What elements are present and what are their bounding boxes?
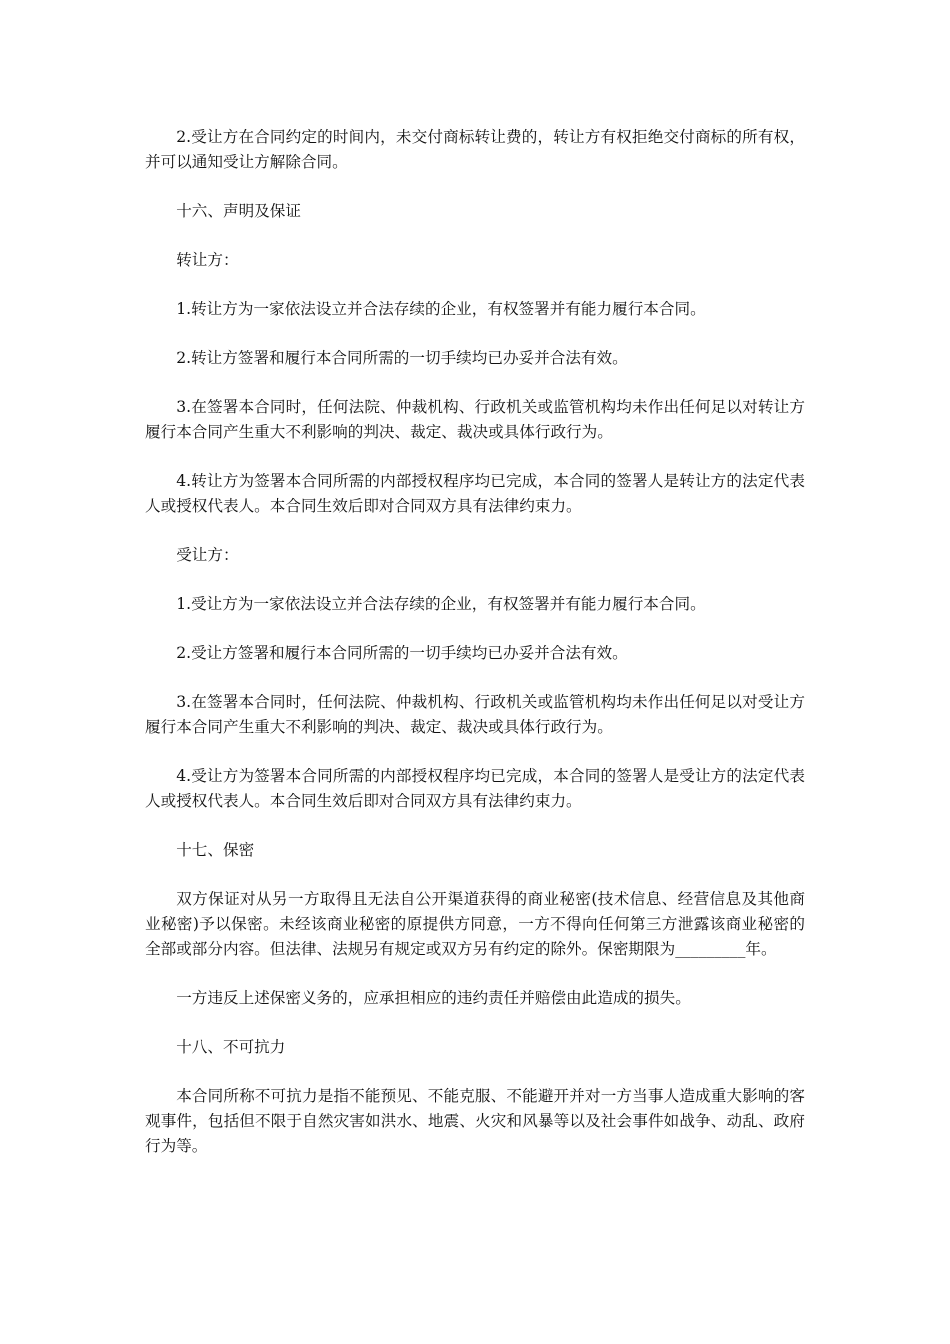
paragraph-transferor-3: 3.在签署本合同时，任何法院、仲裁机构、行政机关或监管机构均未作出任何足以对转让方履行本合同产生重大不利影响的判决、裁定、裁决或具体行政行为。 <box>145 398 805 441</box>
section-heading-17: 十七、保密 <box>176 841 255 859</box>
paragraph-transferor-2: 2.转让方签署和履行本合同所需的一切手续均已办妥并合法有效。 <box>176 349 628 367</box>
paragraph-transferor-4: 4.转让方为签署本合同所需的内部授权程序均已完成，本合同的签署人是转让方的法定代表人或授权代表人。本合同生效后即对合同双方具有法律约束力。 <box>145 472 805 515</box>
paragraph-confidentiality: 双方保证对从另一方取得且无法自公开渠道获得的商业秘密(技术信息、经营信息及其他商业秘密)予以保密。未经该商业秘密的原提供方同意，一方不得向任何第三方泄露该商业秘密的全部或部分内容。但法律、法规另有规定或双方另有约定的除外。保密期限为_________年。 <box>145 890 805 958</box>
paragraph-confidentiality-breach: 一方违反上述保密义务的，应承担相应的违约责任并赔偿由此造成的损失。 <box>176 989 691 1007</box>
party-label-transferor: 转让方： <box>176 251 239 269</box>
paragraph-transferee-2: 2.受让方签署和履行本合同所需的一切手续均已办妥并合法有效。 <box>176 644 628 662</box>
paragraph-transferee-3: 3.在签署本合同时，任何法院、仲裁机构、行政机关或监管机构均未作出任何足以对受让方履行本合同产生重大不利影响的判决、裁定、裁决或具体行政行为。 <box>145 693 805 736</box>
section-heading-16: 十六、声明及保证 <box>176 202 301 220</box>
party-label-transferee: 受让方： <box>176 546 239 564</box>
paragraph-transferor-1: 1.转让方为一家依法设立并合法存续的企业，有权签署并有能力履行本合同。 <box>176 300 706 318</box>
paragraph-clause-2-payment: 2.受让方在合同约定的时间内，未交付商标转让费的，转让方有权拒绝交付商标的所有权，并可以通知受让方解除合同。 <box>145 128 805 171</box>
document-body <box>145 125 805 1183</box>
paragraph-transferee-1: 1.受让方为一家依法设立并合法存续的企业，有权签署并有能力履行本合同。 <box>176 595 706 613</box>
paragraph-force-majeure: 本合同所称不可抗力是指不能预见、不能克服、不能避开并对一方当事人造成重大影响的客观事件，包括但不限于自然灾害如洪水、地震、火灾和风暴等以及社会事件如战争、动乱、政府行为等。 <box>145 1087 805 1155</box>
section-heading-18: 十八、不可抗力 <box>176 1038 286 1056</box>
paragraph-transferee-4: 4.受让方为签署本合同所需的内部授权程序均已完成，本合同的签署人是受让方的法定代表人或授权代表人。本合同生效后即对合同双方具有法律约束力。 <box>145 767 805 810</box>
